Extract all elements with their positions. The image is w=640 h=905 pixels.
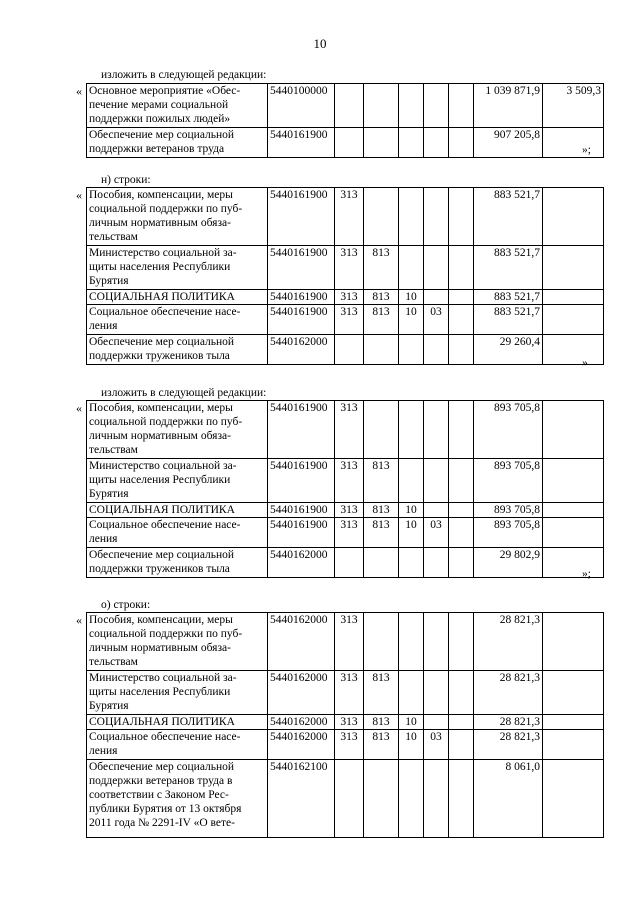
row-name-cell: Министерство социальной за- щиты населения Республики Бурятия — [87, 671, 268, 715]
subsection-cell — [424, 613, 449, 671]
empty-cell — [449, 459, 474, 503]
amount-cell: 893 705,8 — [474, 459, 543, 503]
code-cell: 5440161900 — [268, 518, 335, 548]
section-cell — [399, 459, 424, 503]
subsection-cell — [424, 459, 449, 503]
empty-cell — [449, 613, 474, 671]
row-name-cell: СОЦИАЛЬНАЯ ПОЛИТИКА — [87, 290, 268, 305]
section-cell — [399, 84, 424, 128]
row-name-cell: Пособия, компенсации, меры социальной поддержки по пуб- личным нормативным обяза- тельствам — [87, 613, 268, 671]
group-cell: 313 — [335, 459, 364, 503]
subsection-cell — [424, 335, 449, 365]
amount-2-cell — [543, 305, 604, 335]
code-cell: 5440161900 — [268, 290, 335, 305]
code-cell: 5440161900 — [268, 128, 335, 158]
group-cell: 313 — [335, 290, 364, 305]
ministry-cell: 813 — [364, 246, 399, 290]
amount-2-cell — [543, 613, 604, 671]
subsection-cell: 03 — [424, 305, 449, 335]
table-row — [87, 246, 604, 290]
subsection-cell — [424, 760, 449, 838]
code-cell: 5440162000 — [268, 730, 335, 760]
empty-cell — [449, 548, 474, 578]
ministry-cell — [364, 84, 399, 128]
amount-2-cell — [543, 715, 604, 730]
ministry-cell — [364, 401, 399, 459]
subsection-cell — [424, 503, 449, 518]
amount-2-cell — [543, 518, 604, 548]
section-cell — [399, 246, 424, 290]
table-row — [87, 459, 604, 503]
section-cell — [399, 188, 424, 246]
empty-cell — [449, 760, 474, 838]
amount-cell: 893 705,8 — [474, 518, 543, 548]
table-row — [87, 335, 604, 365]
section-cell — [399, 613, 424, 671]
row-name-cell: Пособия, компенсации, меры социальной поддержки по пуб- личным нормативным обяза- тельствам — [87, 188, 268, 246]
block-intro-text: о) строки: — [101, 599, 151, 611]
amount-cell: 8 061,0 — [474, 760, 543, 838]
amount-cell: 1 039 871,9 — [474, 84, 543, 128]
amount-cell: 29 802,9 — [474, 548, 543, 578]
subsection-cell — [424, 548, 449, 578]
section-cell: 10 — [399, 518, 424, 548]
amount-cell: 28 821,3 — [474, 715, 543, 730]
ministry-cell: 813 — [364, 671, 399, 715]
amount-2-cell — [543, 671, 604, 715]
ministry-cell — [364, 188, 399, 246]
open-quote-mark: « — [76, 188, 82, 202]
amount-cell: 29 260,4 — [474, 335, 543, 365]
amount-2-cell — [543, 503, 604, 518]
ministry-cell: 813 — [364, 305, 399, 335]
amount-cell: 883 521,7 — [474, 290, 543, 305]
table-row — [87, 613, 604, 671]
table-row — [87, 548, 604, 578]
table-row — [87, 188, 604, 246]
group-cell — [335, 760, 364, 838]
section-cell — [399, 335, 424, 365]
ministry-cell: 813 — [364, 715, 399, 730]
row-name-cell: Министерство социальной за- щиты населения Республики Бурятия — [87, 246, 268, 290]
table-row — [87, 715, 604, 730]
row-name-cell: Социальное обеспечение насе- ления — [87, 730, 268, 760]
budget-table — [86, 612, 604, 838]
code-cell: 5440162000 — [268, 548, 335, 578]
row-name-cell: Социальное обеспечение насе- ления — [87, 518, 268, 548]
close-quote-mark: »; — [582, 568, 591, 580]
subsection-cell — [424, 715, 449, 730]
empty-cell — [449, 246, 474, 290]
empty-cell — [449, 290, 474, 305]
table-row — [87, 503, 604, 518]
amount-cell: 883 521,7 — [474, 246, 543, 290]
subsection-cell — [424, 671, 449, 715]
code-cell: 5440162000 — [268, 715, 335, 730]
empty-cell — [449, 128, 474, 158]
empty-cell — [449, 671, 474, 715]
code-cell: 5440161900 — [268, 188, 335, 246]
row-name-cell: Обеспечение мер социальной поддержки тружеников тыла — [87, 548, 268, 578]
row-name-cell: Обеспечение мер социальной поддержки ветеранов труда — [87, 128, 268, 158]
section-cell: 10 — [399, 730, 424, 760]
group-cell: 313 — [335, 715, 364, 730]
code-cell: 5440161900 — [268, 459, 335, 503]
group-cell — [335, 335, 364, 365]
group-cell: 313 — [335, 613, 364, 671]
group-cell — [335, 128, 364, 158]
budget-table — [86, 187, 604, 365]
empty-cell — [449, 518, 474, 548]
group-cell: 313 — [335, 730, 364, 760]
amount-2-cell — [543, 459, 604, 503]
subsection-cell — [424, 84, 449, 128]
amount-cell: 883 521,7 — [474, 305, 543, 335]
amount-cell: 893 705,8 — [474, 503, 543, 518]
section-cell — [399, 760, 424, 838]
open-quote-mark: « — [76, 401, 82, 415]
subsection-cell: 03 — [424, 518, 449, 548]
empty-cell — [449, 503, 474, 518]
empty-cell — [449, 335, 474, 365]
budget-table — [86, 83, 604, 158]
section-cell — [399, 671, 424, 715]
ministry-cell — [364, 760, 399, 838]
amount-cell: 883 521,7 — [474, 188, 543, 246]
code-cell: 5440162000 — [268, 613, 335, 671]
section-cell: 10 — [399, 305, 424, 335]
table-row — [87, 671, 604, 715]
close-quote-mark: »; — [582, 144, 591, 156]
block-intro-text: изложить в следующей редакции: — [101, 387, 267, 399]
open-quote-mark: « — [76, 613, 82, 627]
code-cell: 5440162000 — [268, 335, 335, 365]
row-name-cell: Основное мероприятие «Обес- печение мерами социальной поддержки пожилых людей» — [87, 84, 268, 128]
amount-2-cell — [543, 548, 604, 578]
amount-2-cell — [543, 335, 604, 365]
empty-cell — [449, 715, 474, 730]
open-quote-mark: « — [76, 84, 82, 98]
table-row — [87, 305, 604, 335]
ministry-cell: 813 — [364, 730, 399, 760]
amount-2-cell — [543, 401, 604, 459]
subsection-cell — [424, 401, 449, 459]
subsection-cell — [424, 290, 449, 305]
amount-2-cell — [543, 128, 604, 158]
ministry-cell — [364, 613, 399, 671]
ministry-cell: 813 — [364, 518, 399, 548]
empty-cell — [449, 188, 474, 246]
group-cell: 313 — [335, 518, 364, 548]
amount-2-cell — [543, 246, 604, 290]
amount-cell: 907 205,8 — [474, 128, 543, 158]
row-name-cell: СОЦИАЛЬНАЯ ПОЛИТИКА — [87, 503, 268, 518]
row-name-cell: Обеспечение мер социальной поддержки ветеранов труда в соответствии с Законом Рес- публики Бурятия от 13 октября 2011 года № 2291-IV «О вете- — [87, 760, 268, 838]
table-row — [87, 401, 604, 459]
section-cell — [399, 401, 424, 459]
code-cell: 5440100000 — [268, 84, 335, 128]
ministry-cell: 813 — [364, 503, 399, 518]
group-cell — [335, 548, 364, 578]
empty-cell — [449, 84, 474, 128]
table-row — [87, 128, 604, 158]
section-cell: 10 — [399, 503, 424, 518]
block-intro-text: изложить в следующей редакции: — [101, 69, 267, 81]
group-cell: 313 — [335, 188, 364, 246]
block-intro-text: н) строки: — [101, 174, 151, 186]
subsection-cell — [424, 128, 449, 158]
close-quote-mark: » — [582, 357, 588, 369]
code-cell: 5440161900 — [268, 246, 335, 290]
section-cell: 10 — [399, 290, 424, 305]
amount-2-cell — [543, 290, 604, 305]
ministry-cell — [364, 335, 399, 365]
table-row — [87, 518, 604, 548]
table-row — [87, 760, 604, 838]
amount-2-cell — [543, 188, 604, 246]
code-cell: 5440161900 — [268, 503, 335, 518]
row-name-cell: СОЦИАЛЬНАЯ ПОЛИТИКА — [87, 715, 268, 730]
group-cell: 313 — [335, 671, 364, 715]
group-cell: 313 — [335, 503, 364, 518]
amount-cell: 28 821,3 — [474, 730, 543, 760]
ministry-cell: 813 — [364, 290, 399, 305]
amount-2-cell: 3 509,3 — [543, 84, 604, 128]
row-name-cell: Пособия, компенсации, меры социальной поддержки по пуб- личным нормативным обяза- тельствам — [87, 401, 268, 459]
empty-cell — [449, 401, 474, 459]
row-name-cell: Обеспечение мер социальной поддержки тружеников тыла — [87, 335, 268, 365]
row-name-cell: Социальное обеспечение насе- ления — [87, 305, 268, 335]
ministry-cell: 813 — [364, 459, 399, 503]
empty-cell — [449, 305, 474, 335]
amount-2-cell — [543, 760, 604, 838]
group-cell — [335, 84, 364, 128]
section-cell — [399, 128, 424, 158]
table-row — [87, 730, 604, 760]
subsection-cell — [424, 188, 449, 246]
table-row — [87, 290, 604, 305]
empty-cell — [449, 730, 474, 760]
ministry-cell — [364, 548, 399, 578]
budget-table — [86, 400, 604, 578]
subsection-cell: 03 — [424, 730, 449, 760]
amount-cell: 893 705,8 — [474, 401, 543, 459]
section-cell — [399, 548, 424, 578]
amount-cell: 28 821,3 — [474, 671, 543, 715]
group-cell: 313 — [335, 305, 364, 335]
code-cell: 5440161900 — [268, 305, 335, 335]
code-cell: 5440162100 — [268, 760, 335, 838]
ministry-cell — [364, 128, 399, 158]
page-number: 10 — [313, 36, 327, 51]
group-cell: 313 — [335, 401, 364, 459]
group-cell: 313 — [335, 246, 364, 290]
subsection-cell — [424, 246, 449, 290]
section-cell: 10 — [399, 715, 424, 730]
table-row — [87, 84, 604, 128]
code-cell: 5440162000 — [268, 671, 335, 715]
row-name-cell: Министерство социальной за- щиты населения Республики Бурятия — [87, 459, 268, 503]
amount-cell: 28 821,3 — [474, 613, 543, 671]
code-cell: 5440161900 — [268, 401, 335, 459]
amount-2-cell — [543, 730, 604, 760]
